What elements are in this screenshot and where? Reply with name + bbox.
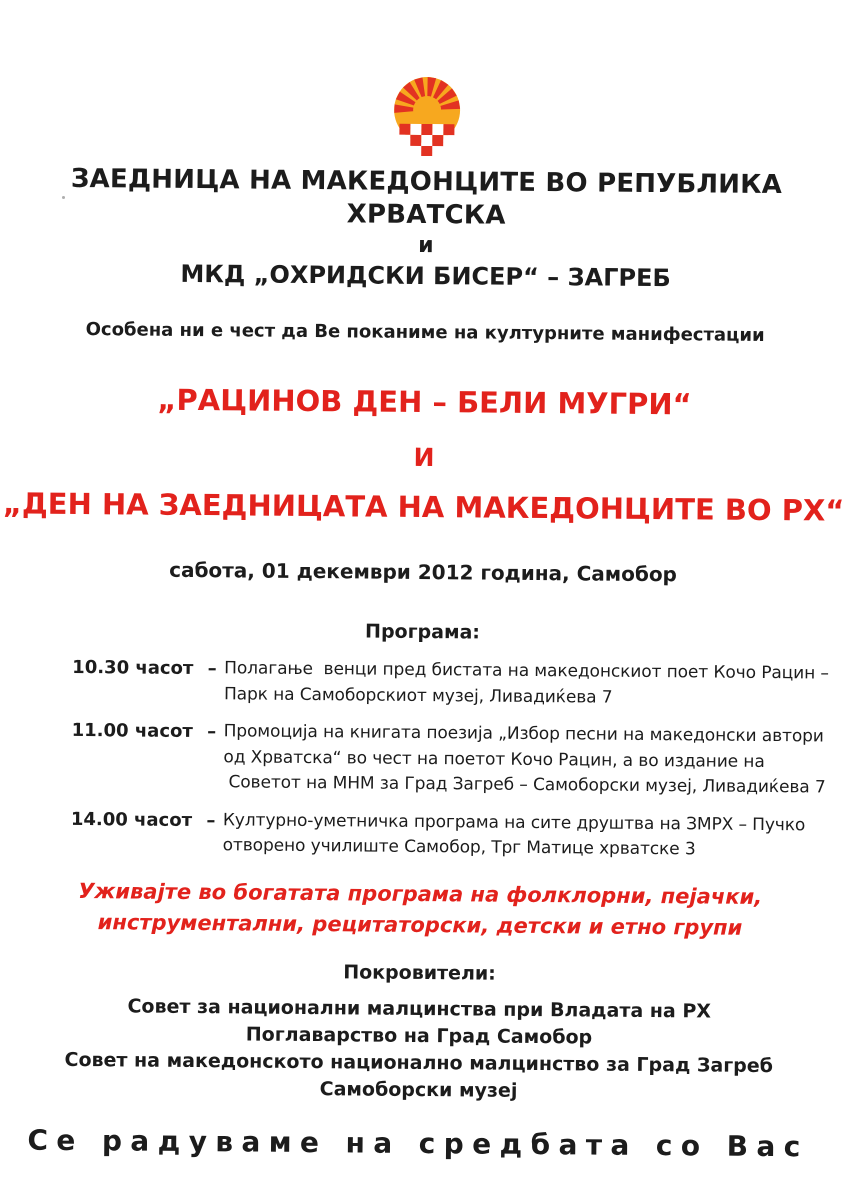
event-date-location: сабота, 01 декември 2012 година, Самобор [169, 557, 678, 586]
organization-logo [3, 68, 848, 159]
invitation-line: Особена ни е чест да Ве поканиме на културните манифестации [85, 318, 765, 346]
sun-checkerboard-logo-icon [372, 72, 483, 157]
program-item [0, 806, 845, 864]
org-name-primary: ЗАЕДНИЦА НА МАКЕДОНЦИТЕ ВО РЕПУБЛИКА ХРВАТСКА [70, 163, 783, 231]
program-item-time: 14.00 часот [70, 808, 193, 831]
event-conjunction: И [413, 443, 435, 473]
sponsor-item: Самоборски музеј [319, 1077, 518, 1102]
sponsor-item: Совет за национални малцинства при Владата на РХ [127, 995, 712, 1023]
program-item-description: Промоција на книгата поезија „Избор песни на македонски автори од Хрватска“ во чест на поетот Кочо Рацин, а во издание на Советот на МНМ за Град Загреб – Самоборски музеј, Ливадиќева 7 [223, 721, 826, 798]
program-item-time: 11.00 часот [71, 720, 193, 743]
event-title-secondary: „ДЕН НА ЗАЕДНИЦАТА НА МАКЕДОНЦИТЕ ВО РХ“ [2, 486, 845, 529]
highlight-message: Уживајте во богатата програма на фолклорни, пејачки, инструментални, рецитаторски, детски и етно групи [78, 878, 763, 941]
program-item [0, 655, 846, 713]
sponsor-item: Совет на македонското национално малцинство за Град Загреб [64, 1048, 774, 1077]
program-item-dash: – [206, 810, 216, 832]
program-item [0, 718, 846, 802]
sponsor-item: Поглаварство на Град Самобор [245, 1023, 593, 1049]
program-item-description: Полагање венци пред бистата на македонскиот поет Кочо Рацин – Парк на Самоборскиот музеј, Ливадиќева 7 [223, 658, 829, 708]
sponsors-list [0, 992, 843, 1107]
org-conjunction: и [418, 232, 434, 259]
org-name-secondary: МКД „ОХРИДСКИ БИСЕР“ – ЗАГРЕБ [180, 259, 671, 292]
sponsors-heading: Покровители: [343, 961, 496, 985]
program-item-description: Културно-уметничка програма на сите друштва на ЗМРХ – Пучко отворено училиште Самобор, Трг Матице хрватске 3 [222, 810, 806, 860]
event-title-primary: „РАЦИНОВ ДЕН – БЕЛИ МУГРИ“ [157, 382, 692, 422]
program-item-dash: – [207, 721, 217, 743]
closing-message: Се радуваме на средбата со Вас [27, 1123, 809, 1163]
program-item-dash: – [207, 658, 217, 680]
program-item-time: 10.30 часот [72, 657, 194, 680]
program-heading: Програма: [365, 620, 481, 644]
program-list [0, 655, 846, 865]
